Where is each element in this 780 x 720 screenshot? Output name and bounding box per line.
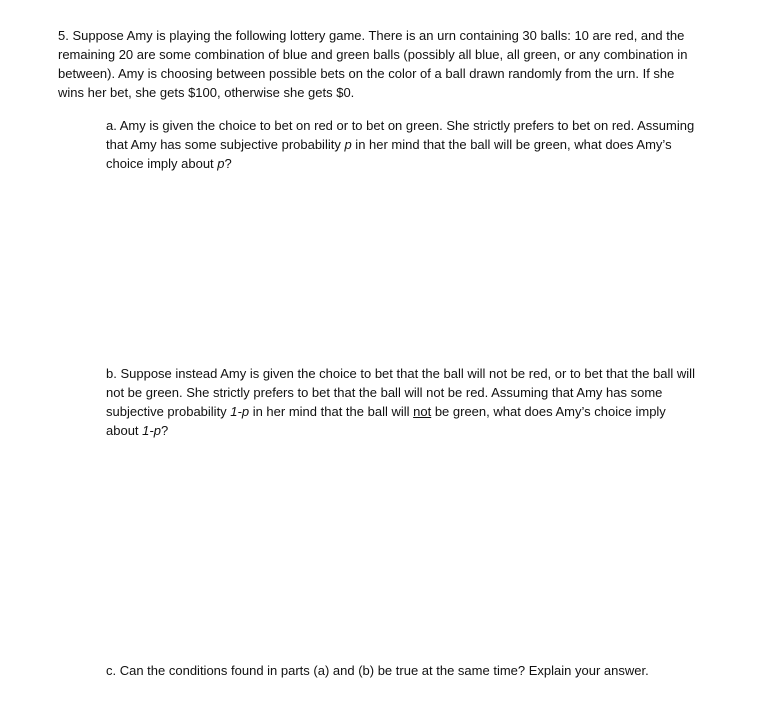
part-a-variable-p: p: [344, 137, 352, 152]
intro-line-4: wins her bet, she gets $100, otherwise she gets $0.: [58, 85, 355, 100]
part-b-line-4: [106, 421, 731, 440]
part-a-line-2-post: in her mind that the ball will be green, what does Amy’s: [351, 137, 672, 152]
part-b-variable-1-p: 1-p: [230, 404, 250, 419]
part-b-underlined-not: not: [413, 404, 432, 419]
part-a-line-2-pre: that Amy has some subjective probability: [106, 137, 345, 152]
part-b-line-3-pre: subjective probability: [106, 404, 231, 419]
part-a-line-3-pre: choice imply about: [106, 156, 218, 171]
part-a-variable-p-2: p: [217, 156, 225, 171]
part-a-line-3-post: ?: [224, 156, 232, 171]
part-b-line-4-pre: about: [106, 423, 143, 438]
part-a-line-2: [106, 135, 731, 154]
part-c: [106, 661, 731, 680]
part-b-line-3: [106, 402, 731, 421]
part-b-line-4-post: ?: [160, 423, 169, 438]
part-b-line-2: not be green. She strictly prefers to bet that the ball will not be red. Assuming that Amy has some: [106, 385, 663, 400]
part-a-line-1: a. Amy is given the choice to bet on red or to bet on green. She strictly prefers to bet on red. Assuming: [106, 118, 695, 133]
part-b: [106, 364, 731, 440]
part-b-line-3-mid: in her mind that the ball will: [249, 404, 414, 419]
part-b-variable-1-p-2: 1-p: [142, 423, 161, 438]
intro-line-1: 5. Suppose Amy is playing the following lottery game. There is an urn containing 30 balls: 10 are red, and the: [58, 28, 685, 43]
part-b-line-1: b. Suppose instead Amy is given the choice to bet that the ball will not be red, or to bet that the ball will: [106, 366, 695, 381]
intro-line-3: between). Amy is choosing between possible bets on the color of a ball drawn randomly from the urn. If she: [58, 66, 675, 81]
question-intro: [58, 26, 718, 102]
part-a-line-3: [106, 154, 731, 173]
part-c-line-1: c. Can the conditions found in parts (a) and (b) be true at the same time? Explain your answer.: [106, 663, 649, 678]
intro-line-2: remaining 20 are some combination of blue and green balls (possibly all blue, all green, or any combination in: [58, 47, 688, 62]
part-b-line-3-post: be green, what does Amy’s choice imply: [431, 404, 666, 419]
part-a: [106, 116, 731, 173]
